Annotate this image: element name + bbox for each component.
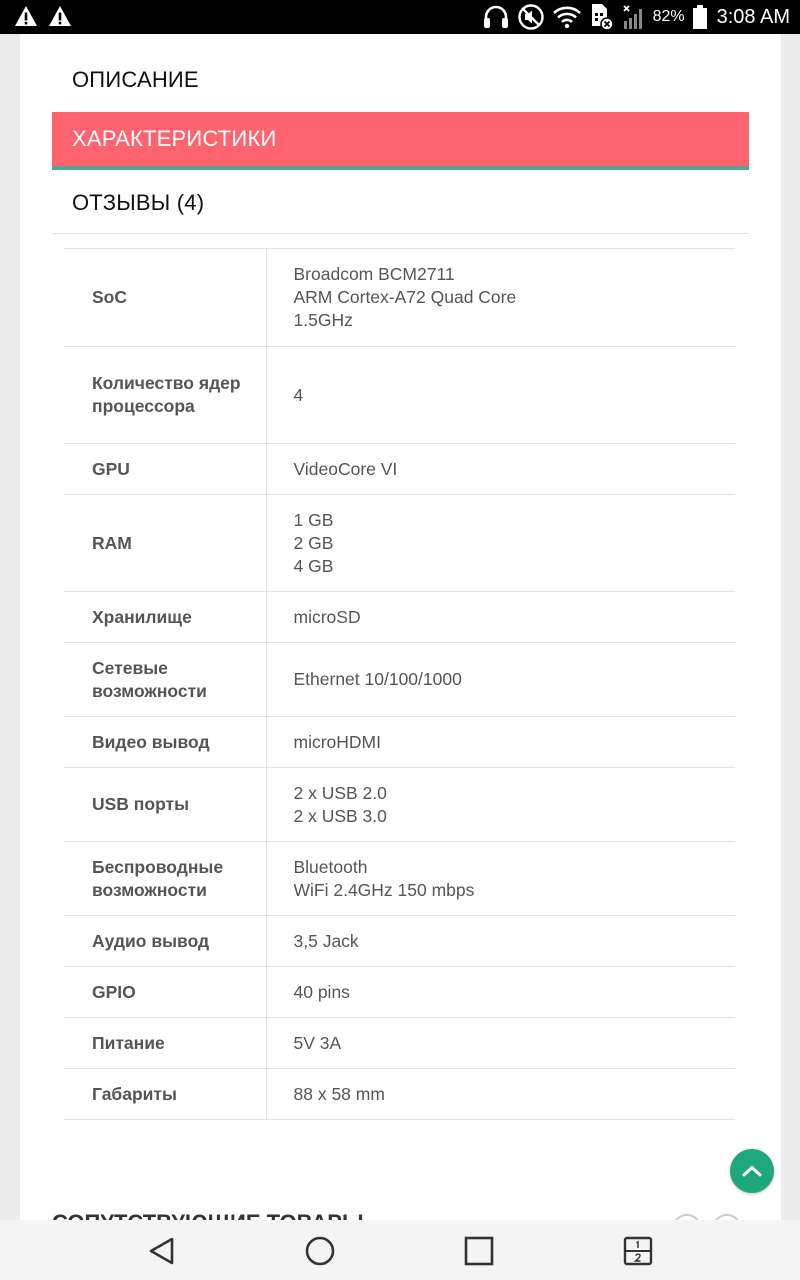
wifi-icon [552,5,582,29]
spec-value: 4 [266,347,735,444]
status-bar [0,0,800,34]
product-page [20,34,781,1220]
spec-name: Беспроводные возможности [64,842,266,916]
spec-name: Видео вывод [64,717,266,768]
back-icon [147,1236,175,1266]
warning-icon [48,5,72,27]
spec-value: 1 GB 2 GB 4 GB [266,495,735,592]
headset-icon [482,4,510,30]
spec-row [64,916,735,967]
split-screen-button[interactable] [621,1234,655,1268]
signal-icon [622,4,646,30]
spec-value: VideoCore VI [266,444,735,495]
spec-name: GPU [64,444,266,495]
spec-row [64,444,735,495]
battery-percent: 82% [652,8,685,25]
spec-name: Хранилище [64,592,266,643]
battery-icon [692,4,708,30]
back-button[interactable] [144,1234,178,1268]
spec-value: 40 pins [266,967,735,1018]
spec-value: microSD [266,592,735,643]
clock: 3:08 AM [716,5,790,28]
split-screen-icon [623,1236,653,1266]
recents-button[interactable] [462,1234,496,1268]
tab-description[interactable]: ОПИСАНИЕ [72,67,199,92]
spec-name: Аудио вывод [64,916,266,967]
spec-value: microHDMI [266,717,735,768]
spec-value: Ethernet 10/100/1000 [266,643,735,717]
spec-name: Сетевые возможности [64,643,266,717]
home-button[interactable] [303,1234,337,1268]
spec-name: Количество ядер процессора [64,347,266,444]
spec-row [64,967,735,1018]
spec-name: RAM [64,495,266,592]
spec-name: Питание [64,1018,266,1069]
spec-row [64,495,735,592]
spec-name: Габариты [64,1069,266,1120]
mute-icon [517,3,545,31]
spec-table [64,248,735,1120]
home-icon [304,1235,336,1267]
chevron-up-icon [741,1164,763,1178]
spec-value: 88 x 58 mm [266,1069,735,1120]
spec-row [64,592,735,643]
spec-row [64,1018,735,1069]
spec-row [64,842,735,916]
navigation-bar [0,1220,800,1280]
spec-value: 2 x USB 2.0 2 x USB 3.0 [266,768,735,842]
spec-row [64,643,735,717]
sim-icon [589,3,615,31]
scroll-top-button[interactable] [730,1149,774,1193]
warning-icon [14,5,38,27]
spec-row [64,717,735,768]
spec-name: GPIO [64,967,266,1018]
spec-row [64,1069,735,1120]
spec-name: SoC [64,249,266,347]
tab-reviews[interactable]: ОТЗЫВЫ (4) [52,172,749,234]
spec-row [64,347,735,444]
spec-value: Broadcom BCM2711 ARM Cortex-A72 Quad Core 1.5GHz [266,249,735,347]
spec-value: 3,5 Jack [266,916,735,967]
spec-row [64,768,735,842]
spec-name: USB порты [64,768,266,842]
tab-specifications[interactable]: ХАРАКТЕРИСТИКИ [52,112,749,170]
recents-icon [464,1236,494,1266]
spec-value: 5V 3A [266,1018,735,1069]
spec-row [64,249,735,347]
spec-value: Bluetooth WiFi 2.4GHz 150 mbps [266,842,735,916]
